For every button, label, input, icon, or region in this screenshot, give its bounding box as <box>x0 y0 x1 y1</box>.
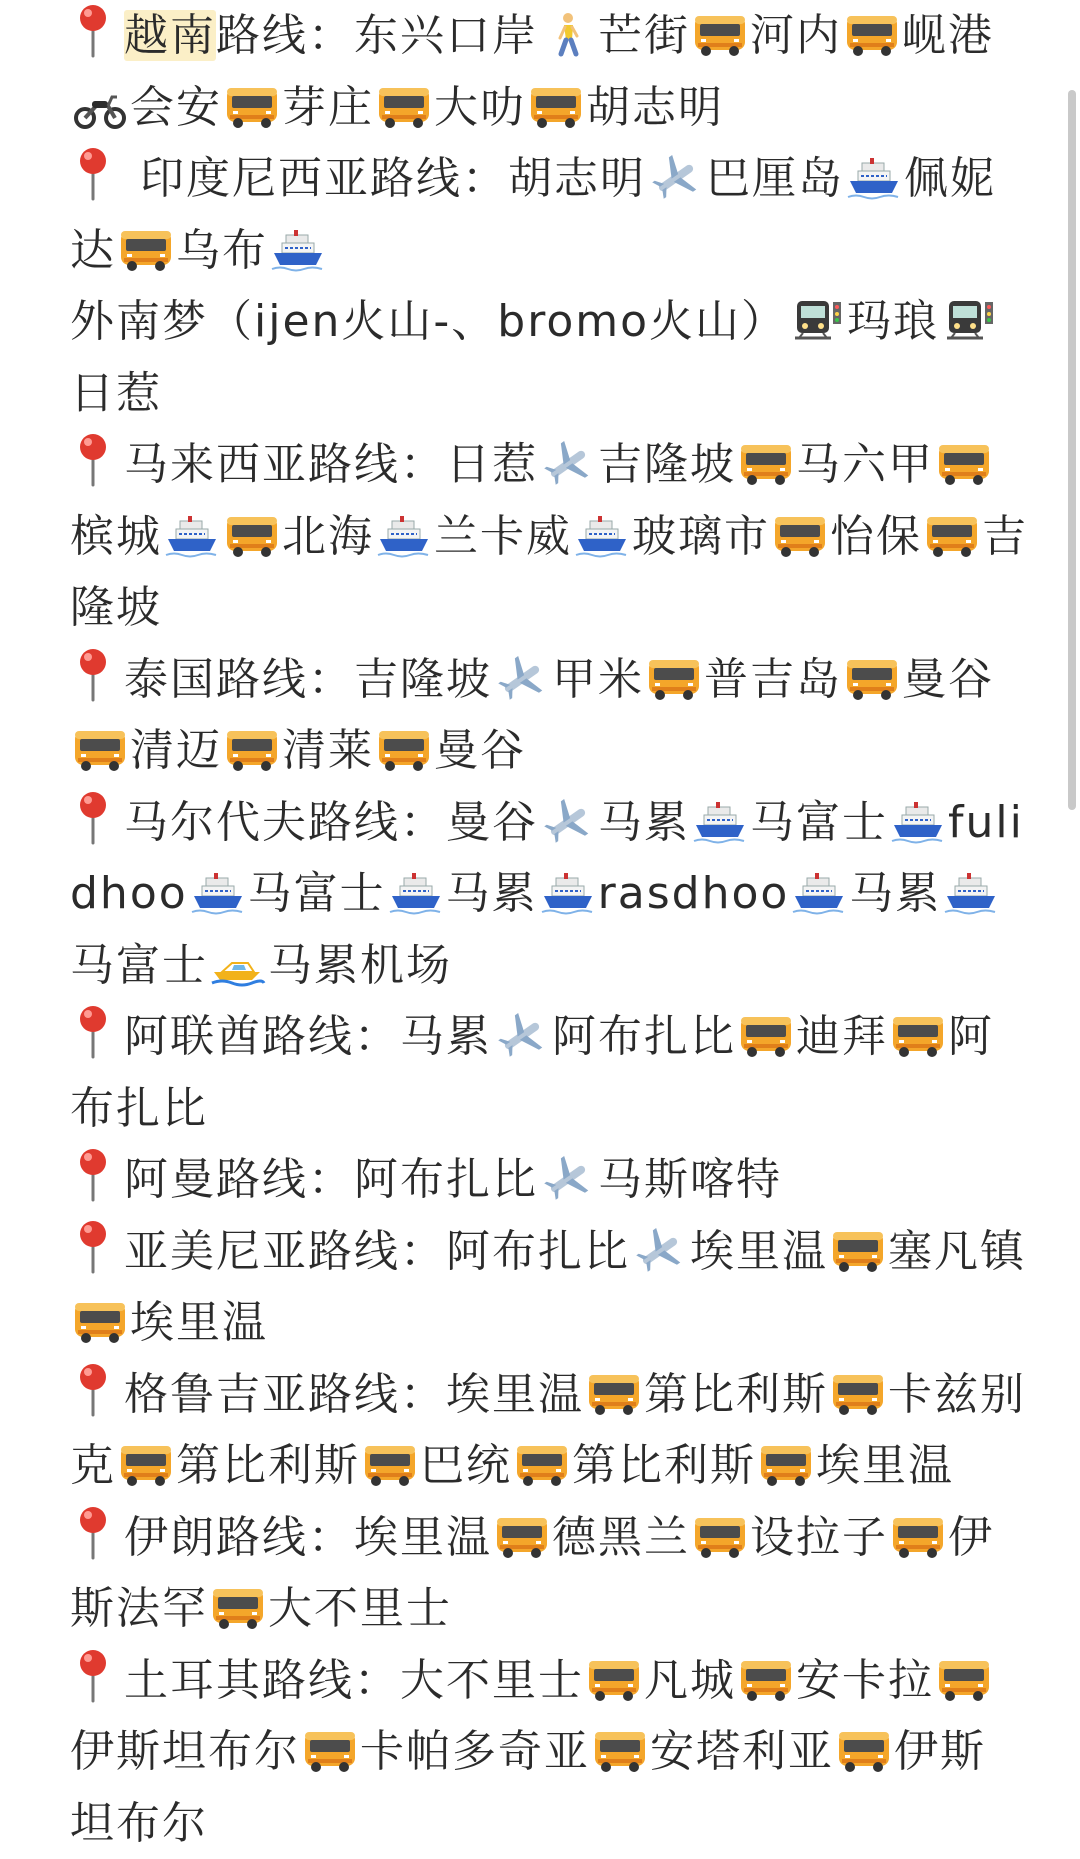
route-text: 玻璃市 <box>632 511 770 562</box>
route-text: 埃里温 <box>690 1226 828 1277</box>
route-text: 迪拜 <box>796 1011 888 1062</box>
route-text: 大不里士 <box>268 1583 452 1634</box>
plane-icon <box>540 441 596 487</box>
route-text: 大叻 <box>434 82 526 133</box>
ship-icon <box>846 155 902 201</box>
route-text: 马富士 <box>70 940 208 991</box>
route-text: 玛琅 <box>847 296 939 347</box>
bus-icon <box>936 1657 992 1703</box>
bus-icon <box>72 727 128 773</box>
plane-icon <box>632 1228 688 1274</box>
route-text: 卡兹别克 <box>70 1369 1026 1492</box>
route-text: 马累 <box>849 868 941 919</box>
route-text: 外南梦（ijen火山-、bromo火山） <box>70 296 787 347</box>
bus-icon <box>890 1514 946 1560</box>
route-malaysia <box>70 429 1030 644</box>
bus-icon <box>224 727 280 773</box>
pin-icon <box>70 646 116 702</box>
route-text: 凡城 <box>644 1655 736 1706</box>
route-text: 普吉岛 <box>704 654 842 705</box>
bus-icon <box>758 1442 814 1488</box>
pin-icon <box>70 2 116 58</box>
bus-icon <box>692 1514 748 1560</box>
route-vietnam <box>70 0 1030 143</box>
bus-icon <box>302 1728 358 1774</box>
pin-icon <box>70 1647 116 1703</box>
train-icon <box>789 298 845 344</box>
route-text: 卡帕多奇亚 <box>360 1726 590 1777</box>
route-thailand <box>70 644 1030 787</box>
route-text: 清迈 <box>130 725 222 776</box>
speedboat-icon <box>210 942 266 988</box>
route-text: 阿曼路线：阿布扎比 <box>124 1154 538 1205</box>
ship-icon <box>164 513 220 559</box>
bus-icon <box>592 1728 648 1774</box>
route-uae <box>70 1001 1030 1144</box>
route-note <box>70 0 1030 1859</box>
bus-icon <box>738 1657 794 1703</box>
bus-icon <box>646 656 702 702</box>
route-text: 马累 <box>446 868 538 919</box>
route-maldives <box>70 787 1030 1002</box>
bus-icon <box>936 441 992 487</box>
route-text: 马来西亚路线：日惹 <box>124 439 538 490</box>
route-text: 塞凡镇 <box>888 1226 1026 1277</box>
route-text: 埃里温 <box>816 1440 954 1491</box>
ship-icon <box>388 870 444 916</box>
route-text: 亚美尼亚路线：阿布扎比 <box>124 1226 630 1277</box>
route-text: 路线：东兴口岸 <box>216 10 538 61</box>
route-text: 吉隆坡 <box>70 511 1028 634</box>
ship-icon <box>791 870 847 916</box>
bus-icon <box>890 1013 946 1059</box>
route-text: 马尔代夫路线：曼谷 <box>124 797 538 848</box>
moto-icon <box>72 84 128 130</box>
route-text: 德黑兰 <box>552 1512 690 1563</box>
bus-icon <box>586 1371 642 1417</box>
route-iran <box>70 1502 1030 1645</box>
plane-icon <box>648 155 704 201</box>
bus-icon <box>844 12 900 58</box>
route-text: 泰国路线：吉隆坡 <box>124 654 492 705</box>
route-text: 马累 <box>598 797 690 848</box>
route-text: 第比利斯 <box>572 1440 756 1491</box>
bus-icon <box>118 1442 174 1488</box>
bus-icon <box>836 1728 892 1774</box>
route-text: 清莱 <box>282 725 374 776</box>
plane-icon <box>494 1013 550 1059</box>
route-text: 佩妮达 <box>70 153 996 276</box>
route-text: 甲米 <box>552 654 644 705</box>
ship-icon <box>574 513 630 559</box>
pin-icon <box>70 1146 116 1202</box>
route-text: 兰卡威 <box>434 511 572 562</box>
route-text: 曼谷 <box>434 725 526 776</box>
route-text: 土耳其路线：大不里士 <box>124 1655 584 1706</box>
route-text: 乌布 <box>176 225 268 276</box>
plane-icon <box>540 1156 596 1202</box>
bus-icon <box>224 513 280 559</box>
ship-icon <box>943 870 999 916</box>
walk-icon <box>540 12 596 58</box>
route-text: 岘港 <box>902 10 994 61</box>
route-text: 设拉子 <box>750 1512 888 1563</box>
bus-icon <box>772 513 828 559</box>
route-text: rasdhoo <box>598 868 790 919</box>
bus-icon <box>210 1585 266 1631</box>
route-text: 埃里温 <box>130 1297 268 1348</box>
bus-icon <box>224 84 280 130</box>
route-text: 伊斯坦布尔 <box>70 1726 300 1777</box>
route-text: 北海 <box>282 511 374 562</box>
route-text: 伊斯坦布尔 <box>70 1726 986 1849</box>
route-text: 马累机场 <box>268 940 452 991</box>
route-text: fulidhoo <box>70 797 1024 920</box>
ship-icon <box>692 799 748 845</box>
route-text: 格鲁吉亚路线：埃里温 <box>124 1369 584 1420</box>
pin-icon <box>70 1504 116 1560</box>
route-text: 巴厘岛 <box>706 153 844 204</box>
bus-icon <box>514 1442 570 1488</box>
route-text: 槟城 <box>70 511 162 562</box>
bus-icon <box>72 1299 128 1345</box>
route-text: 阿布扎比 <box>70 1011 994 1134</box>
ship-icon <box>376 513 432 559</box>
route-text: 马斯喀特 <box>598 1154 782 1205</box>
route-text: 马富士 <box>248 868 386 919</box>
route-turkey <box>70 1645 1030 1859</box>
bus-icon <box>362 1442 418 1488</box>
route-text: 第比利斯 <box>644 1369 828 1420</box>
route-text: 印度尼西亚路线：胡志明 <box>124 153 646 204</box>
route-text: 芒街 <box>598 10 690 61</box>
ship-icon <box>190 870 246 916</box>
route-text: 河内 <box>750 10 842 61</box>
ship-icon <box>540 870 596 916</box>
pin-icon <box>70 1361 116 1417</box>
route-text: 安塔利亚 <box>650 1726 834 1777</box>
pin-icon <box>70 789 116 845</box>
ship-icon <box>270 227 326 273</box>
route-text: 曼谷 <box>902 654 994 705</box>
route-text: 怡保 <box>830 511 922 562</box>
route-text: 芽庄 <box>282 82 374 133</box>
route-text: 胡志明 <box>586 82 724 133</box>
route-text: 马六甲 <box>796 439 934 490</box>
highlighted-text: 越南 <box>124 10 216 61</box>
bus-icon <box>738 1013 794 1059</box>
bus-icon <box>376 84 432 130</box>
route-georgia <box>70 1359 1030 1502</box>
route-text: 安卡拉 <box>796 1655 934 1706</box>
bus-icon <box>528 84 584 130</box>
train-icon <box>941 298 997 344</box>
bus-icon <box>586 1657 642 1703</box>
pin-icon <box>70 1003 116 1059</box>
bus-icon <box>830 1228 886 1274</box>
pin-icon <box>70 145 116 201</box>
route-text: 马富士 <box>750 797 888 848</box>
pin-icon <box>70 1218 116 1274</box>
route-text: 阿联酋路线：马累 <box>124 1011 492 1062</box>
plane-icon <box>540 799 596 845</box>
route-oman <box>70 1144 1030 1216</box>
ship-icon <box>890 799 946 845</box>
route-text: 吉隆坡 <box>598 439 736 490</box>
bus-icon <box>830 1371 886 1417</box>
route-indonesia <box>70 143 1030 429</box>
pin-icon <box>70 431 116 487</box>
route-text: 伊朗路线：埃里温 <box>124 1512 492 1563</box>
route-armenia <box>70 1216 1030 1359</box>
scrollbar[interactable] <box>1068 90 1076 810</box>
route-text: 伊斯法罕 <box>70 1512 994 1635</box>
bus-icon <box>118 227 174 273</box>
route-text: 巴统 <box>420 1440 512 1491</box>
route-text: 阿布扎比 <box>552 1011 736 1062</box>
route-text: 会安 <box>130 82 222 133</box>
bus-icon <box>924 513 980 559</box>
bus-icon <box>376 727 432 773</box>
route-text: 日惹 <box>70 368 162 419</box>
bus-icon <box>738 441 794 487</box>
bus-icon <box>844 656 900 702</box>
plane-icon <box>494 656 550 702</box>
bus-icon <box>692 12 748 58</box>
route-text: 第比利斯 <box>176 1440 360 1491</box>
bus-icon <box>494 1514 550 1560</box>
